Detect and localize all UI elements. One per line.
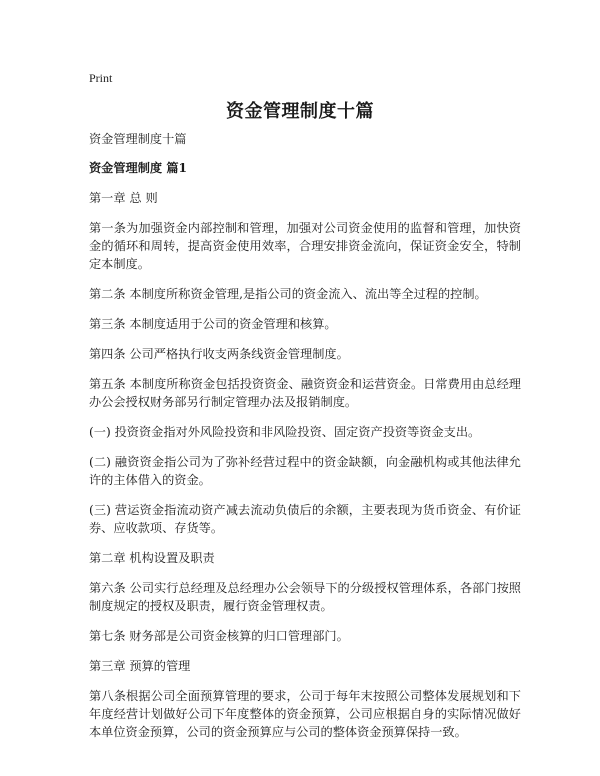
paragraph: 第六条 公司实行总经理及总经理办公会领导下的分级授权管理体系，各部门按照制度规定的授权及职责，履行资金管理权责。	[89, 581, 521, 613]
list-item: (二) 融资资金指公司为了弥补经营过程中的资金缺额，向金融机构或其他法律允许的主体借入的资金。	[89, 455, 521, 487]
list-item: (一) 投资资金指对外风险投资和非风险投资、固定资产投资等资金支出。	[89, 425, 481, 439]
paragraph: 第一条为加强资金内部控制和管理，加强对公司资金使用的监督和管理，加快资金的循环和周转，提高资金使用效率，合理安排资金流向，保证资金安全，特制定本制度。	[89, 221, 521, 271]
page-title: 资金管理制度十篇	[226, 101, 374, 122]
paragraph: 第二条 本制度所称资金管理,是指公司的资金流入、流出等全过程的控制。	[89, 287, 487, 301]
paragraph: 第八条根据公司全面预算管理的要求，公司于每年末按照公司整体发展规划和下年度经营计划做好公司下年度整体的资金预算，公司应根据自身的实际情况做好本单位资金预算，公司的资金预算应与公司的整体资金预算保持一致。	[89, 689, 521, 739]
chapter-heading: 第三章 预算的管理	[89, 659, 191, 673]
list-item: (三) 营运资金指流动资产减去流动负债后的余额，主要表现为货币资金、有价证券、应收款项、存货等。	[89, 503, 521, 535]
paragraph: 第三条 本制度适用于公司的资金管理和核算。	[89, 317, 337, 331]
document-body	[89, 130, 521, 753]
print-link[interactable]: Print	[89, 71, 113, 85]
chapter-heading: 第一章 总 则	[89, 191, 158, 205]
chapter-heading: 第二章 机构设置及职责	[89, 551, 215, 565]
paragraph: 第七条 财务部是公司资金核算的归口管理部门。	[89, 629, 349, 643]
section-heading: 资金管理制度 篇1	[89, 161, 188, 175]
paragraph: 第五条 本制度所称资金包括投资资金、融资资金和运营资金。日常费用由总经理办公会授权财务部另行制定管理办法及报销制度。	[89, 377, 521, 409]
paragraph: 第四条 公司严格执行收支两条线资金管理制度。	[89, 347, 349, 361]
document-subtitle: 资金管理制度十篇	[89, 132, 187, 146]
